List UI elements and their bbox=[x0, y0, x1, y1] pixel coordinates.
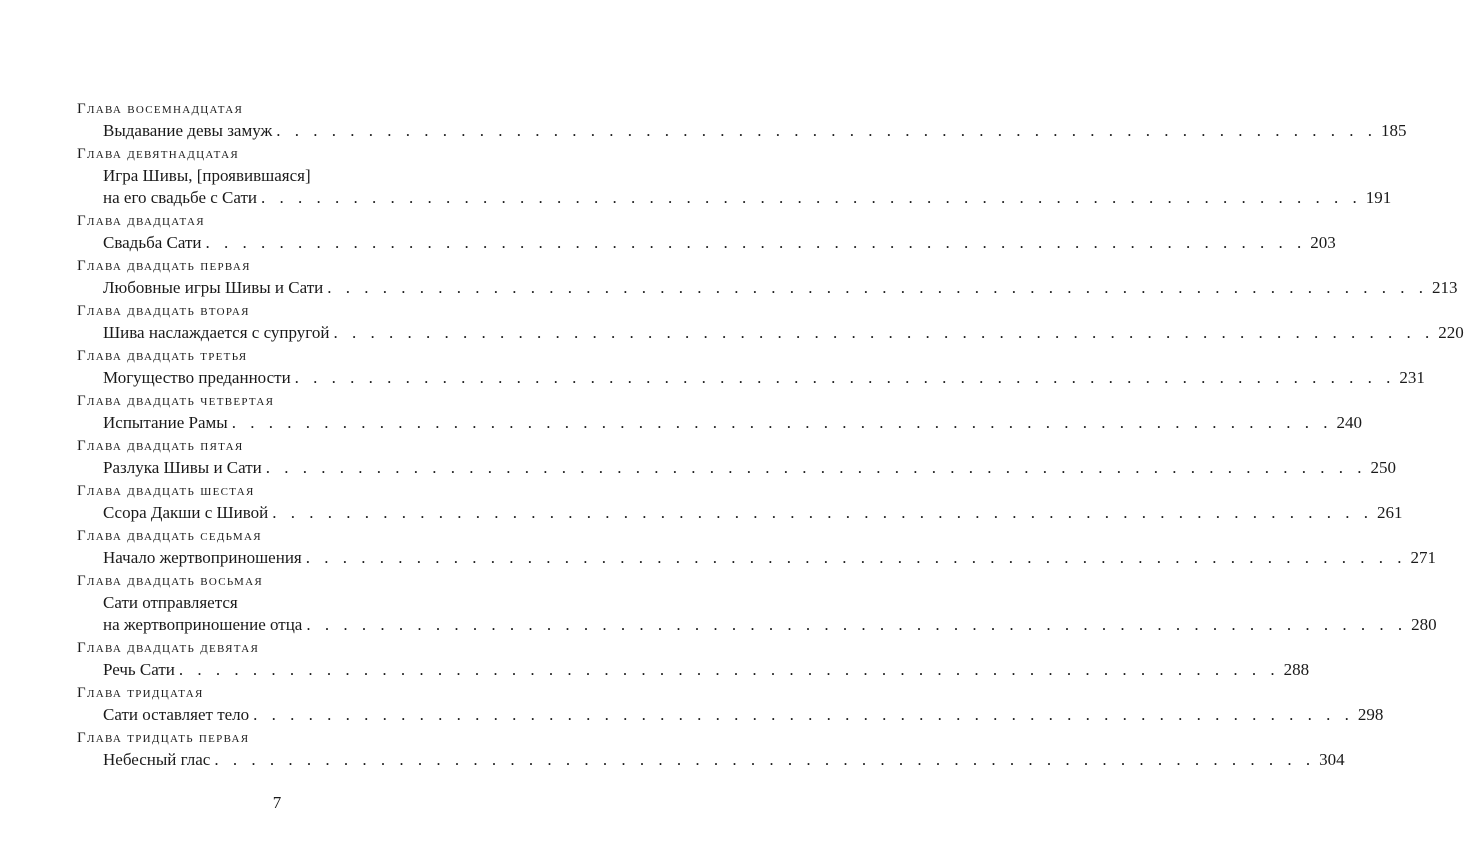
entry-page-number: 250 bbox=[1370, 458, 1397, 477]
toc-chapter bbox=[77, 728, 1345, 773]
entry-title: на жертвоприношение отца bbox=[103, 615, 303, 634]
toc-entry bbox=[77, 322, 1464, 346]
entry-title: Выдавание девы замуж bbox=[103, 121, 273, 140]
entry-line-with-page bbox=[103, 749, 1345, 773]
entry-title: Начало жертвоприношения bbox=[103, 548, 302, 567]
entry-page-number: 271 bbox=[1410, 548, 1436, 567]
dot-leader: . . . . . . . . . . . . . . . . . . . . . . . . . . . . . . . . . . . . . . . . . . . . . . . . . . . . . . . . . . . . bbox=[305, 548, 1407, 567]
entry-title: Могущество преданности bbox=[103, 368, 291, 387]
entry-title: Любовные игры Шивы и Сати bbox=[103, 278, 324, 297]
entry-page-number: 288 bbox=[1283, 660, 1310, 679]
toc-entry bbox=[77, 367, 1425, 391]
entry-line-with-page bbox=[103, 704, 1384, 728]
toc-chapter bbox=[77, 481, 1403, 526]
toc-chapter bbox=[77, 526, 1436, 571]
chapter-heading: Глава девятнадцатая bbox=[77, 146, 239, 162]
toc-entry bbox=[77, 277, 1458, 301]
toc-chapter bbox=[77, 211, 1336, 256]
toc-chapter bbox=[77, 436, 1397, 481]
entry-page-number: 220 bbox=[1438, 323, 1464, 342]
dot-leader: . . . . . . . . . . . . . . . . . . . . . . . . . . . . . . . . . . . . . . . . . . . . . . . . . . . . . . . . . . . . bbox=[265, 458, 1367, 477]
entry-title: на его свадьбе с Сати bbox=[103, 188, 258, 207]
chapter-heading: Глава двадцать восьмая bbox=[77, 573, 264, 589]
entry-page-number: 261 bbox=[1377, 503, 1403, 522]
chapter-heading: Глава двадцать четвертая bbox=[77, 393, 275, 409]
entry-line-with-page bbox=[103, 457, 1397, 481]
entry-line-with-page bbox=[103, 187, 1392, 211]
toc-entry bbox=[77, 502, 1403, 526]
entry-line-with-page bbox=[103, 367, 1425, 391]
toc-chapter bbox=[77, 638, 1310, 683]
entry-page-number: 191 bbox=[1365, 188, 1392, 207]
toc-entry bbox=[77, 592, 1437, 638]
entry-line-with-page bbox=[103, 120, 1407, 144]
entry-line-with-page bbox=[103, 412, 1362, 436]
toc-chapter bbox=[77, 301, 1464, 346]
entry-title: Испытание Рамы bbox=[103, 413, 228, 432]
dot-leader: . . . . . . . . . . . . . . . . . . . . . . . . . . . . . . . . . . . . . . . . . . . . . . . . . . . . . . . . . . . . bbox=[276, 121, 1377, 140]
toc-entry bbox=[77, 165, 1392, 211]
entry-title: Сати оставляет тело bbox=[103, 705, 250, 724]
entry-title: Шива наслаждается с супругой bbox=[103, 323, 330, 342]
entry-line-with-page bbox=[103, 277, 1458, 301]
toc-entry bbox=[77, 704, 1384, 728]
dot-leader: . . . . . . . . . . . . . . . . . . . . . . . . . . . . . . . . . . . . . . . . . . . . . . . . . . . . . . . . . . . . bbox=[306, 615, 1408, 634]
dot-leader: . . . . . . . . . . . . . . . . . . . . . . . . . . . . . . . . . . . . . . . . . . . . . . . . . . . . . . . . . . . . bbox=[214, 750, 1316, 769]
toc-entry bbox=[77, 412, 1362, 436]
entry-page-number: 231 bbox=[1399, 368, 1425, 387]
dot-leader: . . . . . . . . . . . . . . . . . . . . . . . . . . . . . . . . . . . . . . . . . . . . . . . . . . . . . . . . . . . . bbox=[294, 368, 1396, 387]
toc-entry bbox=[77, 659, 1310, 683]
chapter-heading: Глава двадцать вторая bbox=[77, 303, 250, 319]
chapter-heading: Глава тридцать первая bbox=[77, 730, 250, 746]
entry-page-number: 185 bbox=[1380, 121, 1407, 140]
entry-line-with-page bbox=[103, 232, 1336, 256]
table-of-contents bbox=[77, 99, 1464, 773]
chapter-heading: Глава двадцать шестая bbox=[77, 483, 255, 499]
dot-leader: . . . . . . . . . . . . . . . . . . . . . . . . . . . . . . . . . . . . . . . . . . . . . . . . . . . . . . . . . . . . bbox=[205, 233, 1307, 252]
toc-entry bbox=[77, 547, 1436, 571]
chapter-heading: Глава двадцать седьмая bbox=[77, 528, 262, 544]
dot-leader: . . . . . . . . . . . . . . . . . . . . . . . . . . . . . . . . . . . . . . . . . . . . . . . . . . . . . . . . . . . . bbox=[261, 188, 1362, 207]
entry-page-number: 280 bbox=[1411, 615, 1437, 634]
page-number: 7 bbox=[272, 793, 282, 812]
toc-entry bbox=[77, 120, 1407, 144]
toc-chapter bbox=[77, 256, 1458, 301]
dot-leader: . . . . . . . . . . . . . . . . . . . . . . . . . . . . . . . . . . . . . . . . . . . . . . . . . . . . . . . . . . . . bbox=[178, 660, 1280, 679]
toc-chapter bbox=[77, 571, 1437, 638]
toc-chapter bbox=[77, 144, 1392, 211]
toc-chapter bbox=[77, 99, 1407, 144]
chapter-heading: Глава двадцать первая bbox=[77, 258, 251, 274]
entry-title: Свадьба Сати bbox=[103, 233, 202, 252]
dot-leader: . . . . . . . . . . . . . . . . . . . . . . . . . . . . . . . . . . . . . . . . . . . . . . . . . . . . . . . . . . . . bbox=[231, 413, 1333, 432]
entry-line-with-page bbox=[103, 614, 1437, 638]
dot-leader: . . . . . . . . . . . . . . . . . . . . . . . . . . . . . . . . . . . . . . . . . . . . . . . . . . . . . . . . . . . . bbox=[253, 705, 1354, 724]
toc-chapter bbox=[77, 391, 1362, 436]
toc-entry bbox=[77, 749, 1345, 773]
entry-page-number: 203 bbox=[1310, 233, 1336, 252]
chapter-heading: Глава тридцатая bbox=[77, 685, 204, 701]
entry-title: Разлука Шивы и Сати bbox=[103, 458, 262, 477]
chapter-heading: Глава восемнадцатая bbox=[77, 101, 244, 117]
toc-entry bbox=[77, 232, 1336, 256]
entry-title: Речь Сати bbox=[103, 660, 175, 679]
entry-page-number: 304 bbox=[1319, 750, 1345, 769]
entry-title-line: Игра Шивы, [проявившаяся] bbox=[103, 166, 311, 185]
dot-leader: . . . . . . . . . . . . . . . . . . . . . . . . . . . . . . . . . . . . . . . . . . . . . . . . . . . . . . . . . . . . bbox=[333, 323, 1435, 342]
entry-line-with-page bbox=[103, 659, 1310, 683]
toc-chapter bbox=[77, 346, 1425, 391]
chapter-heading: Глава двадцать пятая bbox=[77, 438, 244, 454]
toc-entry bbox=[77, 457, 1397, 481]
entry-line-with-page bbox=[103, 322, 1464, 346]
entry-page-number: 213 bbox=[1431, 278, 1458, 297]
chapter-heading: Глава двадцать третья bbox=[77, 348, 248, 364]
entry-line-with-page bbox=[103, 547, 1436, 571]
dot-leader: . . . . . . . . . . . . . . . . . . . . . . . . . . . . . . . . . . . . . . . . . . . . . . . . . . . . . . . . . . . . bbox=[327, 278, 1428, 297]
dot-leader: . . . . . . . . . . . . . . . . . . . . . . . . . . . . . . . . . . . . . . . . . . . . . . . . . . . . . . . . . . . . bbox=[272, 503, 1374, 522]
chapter-heading: Глава двадцать девятая bbox=[77, 640, 260, 656]
entry-title-line: Сати отправляется bbox=[103, 593, 238, 612]
entry-title: Ссора Дакши с Шивой bbox=[103, 503, 269, 522]
entry-line-with-page bbox=[103, 502, 1403, 526]
chapter-heading: Глава двадцатая bbox=[77, 213, 205, 229]
entry-page-number: 298 bbox=[1357, 705, 1384, 724]
entry-title: Небесный глас bbox=[103, 750, 211, 769]
entry-page-number: 240 bbox=[1336, 413, 1362, 432]
toc-chapter bbox=[77, 683, 1384, 728]
